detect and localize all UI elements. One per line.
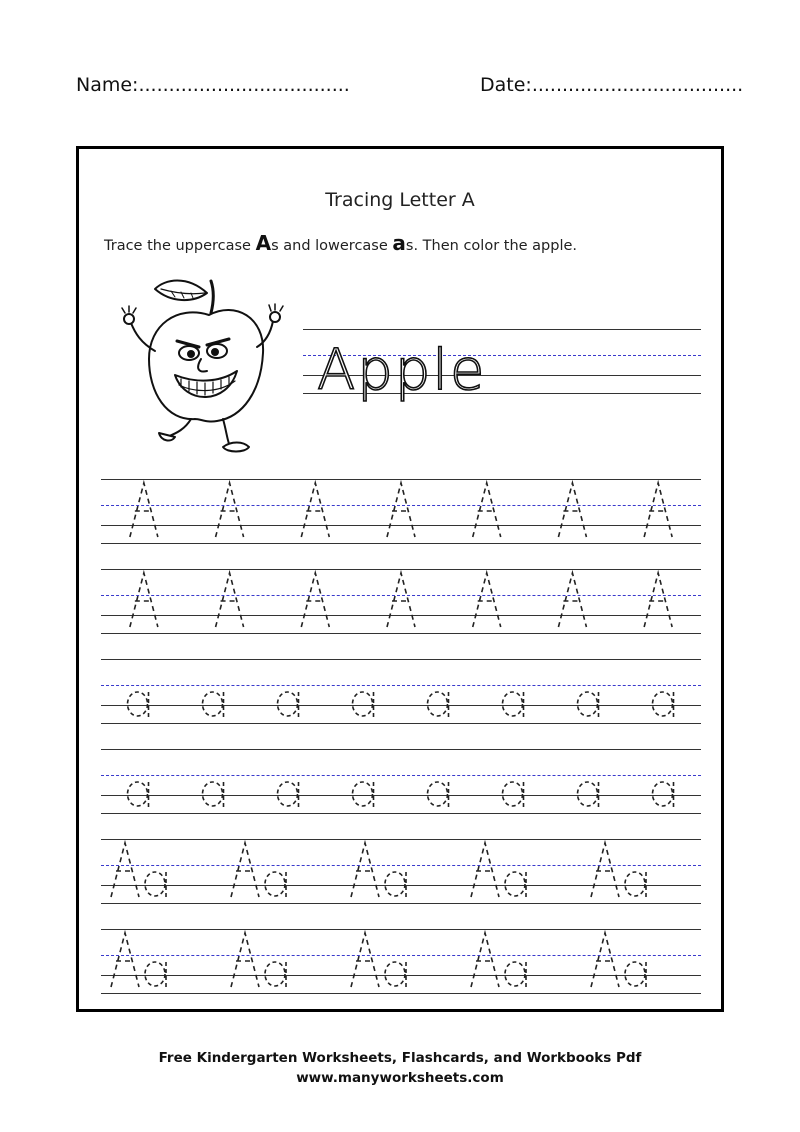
trace-row-3[interactable] (101, 659, 701, 723)
dashed-uppercase-a (387, 483, 415, 537)
instructions-upper-letter: A (255, 231, 272, 255)
guide-line (101, 813, 701, 814)
dashed-lowercase-a-bowl (428, 692, 448, 716)
dashed-lowercase-a-bowl (265, 962, 285, 986)
dashed-lowercase-a-bowl (353, 692, 373, 716)
instructions-lower-letter: a (392, 231, 406, 255)
dashed-uppercase-a (473, 573, 501, 627)
dashed-uppercase-a (130, 483, 158, 537)
dashed-uppercase-a (351, 933, 379, 987)
dashed-uppercase-a (231, 843, 259, 897)
footer-website[interactable]: www.manyworksheets.com (296, 1070, 504, 1086)
dashed-uppercase-a (644, 483, 672, 537)
trace-glyphs (101, 659, 701, 723)
guide-line (101, 993, 701, 994)
dashed-uppercase-a (387, 573, 415, 627)
trace-glyphs (101, 929, 701, 993)
instructions-part2: s and lowercase (271, 238, 393, 254)
trace-row-4[interactable] (101, 749, 701, 813)
dashed-uppercase-a (111, 843, 139, 897)
guide-line (101, 543, 701, 544)
worksheet-frame (76, 146, 724, 1012)
date-field[interactable]: Date:................................... (480, 74, 744, 96)
dashed-lowercase-a-bowl (625, 962, 645, 986)
dashed-uppercase-a (558, 483, 586, 537)
dashed-lowercase-a-bowl (653, 782, 673, 806)
dashed-uppercase-a (471, 843, 499, 897)
dashed-uppercase-a (471, 933, 499, 987)
name-field[interactable]: Name:................................... (76, 74, 350, 96)
trace-glyphs (101, 479, 701, 543)
trace-glyphs (101, 749, 701, 813)
worksheet-title: Tracing Letter A (325, 189, 475, 211)
dashed-lowercase-a-bowl (278, 692, 298, 716)
footer-line1: Free Kindergarten Worksheets, Flashcards, and Workbooks Pdf (158, 1050, 642, 1066)
trace-glyphs (101, 569, 701, 633)
trace-row-6[interactable] (101, 929, 701, 993)
trace-glyphs (101, 839, 701, 903)
guide-line (101, 723, 701, 724)
word-guide (303, 329, 701, 403)
dashed-uppercase-a (216, 483, 244, 537)
instructions-part3: s. Then color the apple. (405, 238, 578, 254)
dashed-lowercase-a-bowl (203, 782, 223, 806)
trace-row-2[interactable] (101, 569, 701, 633)
dashed-uppercase-a (351, 843, 379, 897)
trace-row-5[interactable] (101, 839, 701, 903)
word-apple: Apple (317, 338, 487, 403)
footer (0, 1048, 800, 1088)
dashed-uppercase-a (473, 483, 501, 537)
dashed-lowercase-a-bowl (505, 962, 525, 986)
dashed-lowercase-a-bowl (128, 782, 148, 806)
dashed-lowercase-a-bowl (578, 782, 598, 806)
dashed-lowercase-a-bowl (625, 872, 645, 896)
dashed-uppercase-a (130, 573, 158, 627)
instructions-part1: Trace the uppercase (104, 238, 256, 254)
guide-line (101, 903, 701, 904)
dashed-lowercase-a-bowl (353, 782, 373, 806)
dashed-uppercase-a (111, 933, 139, 987)
dashed-lowercase-a-bowl (278, 782, 298, 806)
trace-row-1[interactable] (101, 479, 701, 543)
dashed-uppercase-a (591, 933, 619, 987)
dashed-lowercase-a-bowl (145, 872, 165, 896)
dashed-lowercase-a-bowl (128, 692, 148, 716)
dashed-lowercase-a-bowl (145, 962, 165, 986)
dashed-uppercase-a (591, 843, 619, 897)
dashed-uppercase-a (644, 573, 672, 627)
dashed-lowercase-a-bowl (203, 692, 223, 716)
dashed-uppercase-a (301, 483, 329, 537)
dashed-lowercase-a-bowl (265, 872, 285, 896)
dashed-uppercase-a (301, 573, 329, 627)
apple-character-icon[interactable] (115, 273, 285, 453)
dashed-lowercase-a-bowl (503, 692, 523, 716)
dashed-lowercase-a-bowl (385, 962, 405, 986)
dashed-lowercase-a-bowl (503, 782, 523, 806)
dashed-lowercase-a-bowl (505, 872, 525, 896)
dashed-uppercase-a (231, 933, 259, 987)
dashed-uppercase-a (558, 573, 586, 627)
dashed-lowercase-a-bowl (653, 692, 673, 716)
instructions (104, 231, 577, 255)
dashed-lowercase-a-bowl (578, 692, 598, 716)
dashed-lowercase-a-bowl (385, 872, 405, 896)
guide-line (101, 633, 701, 634)
dashed-uppercase-a (216, 573, 244, 627)
guide-top-line (303, 329, 701, 330)
dashed-lowercase-a-bowl (428, 782, 448, 806)
